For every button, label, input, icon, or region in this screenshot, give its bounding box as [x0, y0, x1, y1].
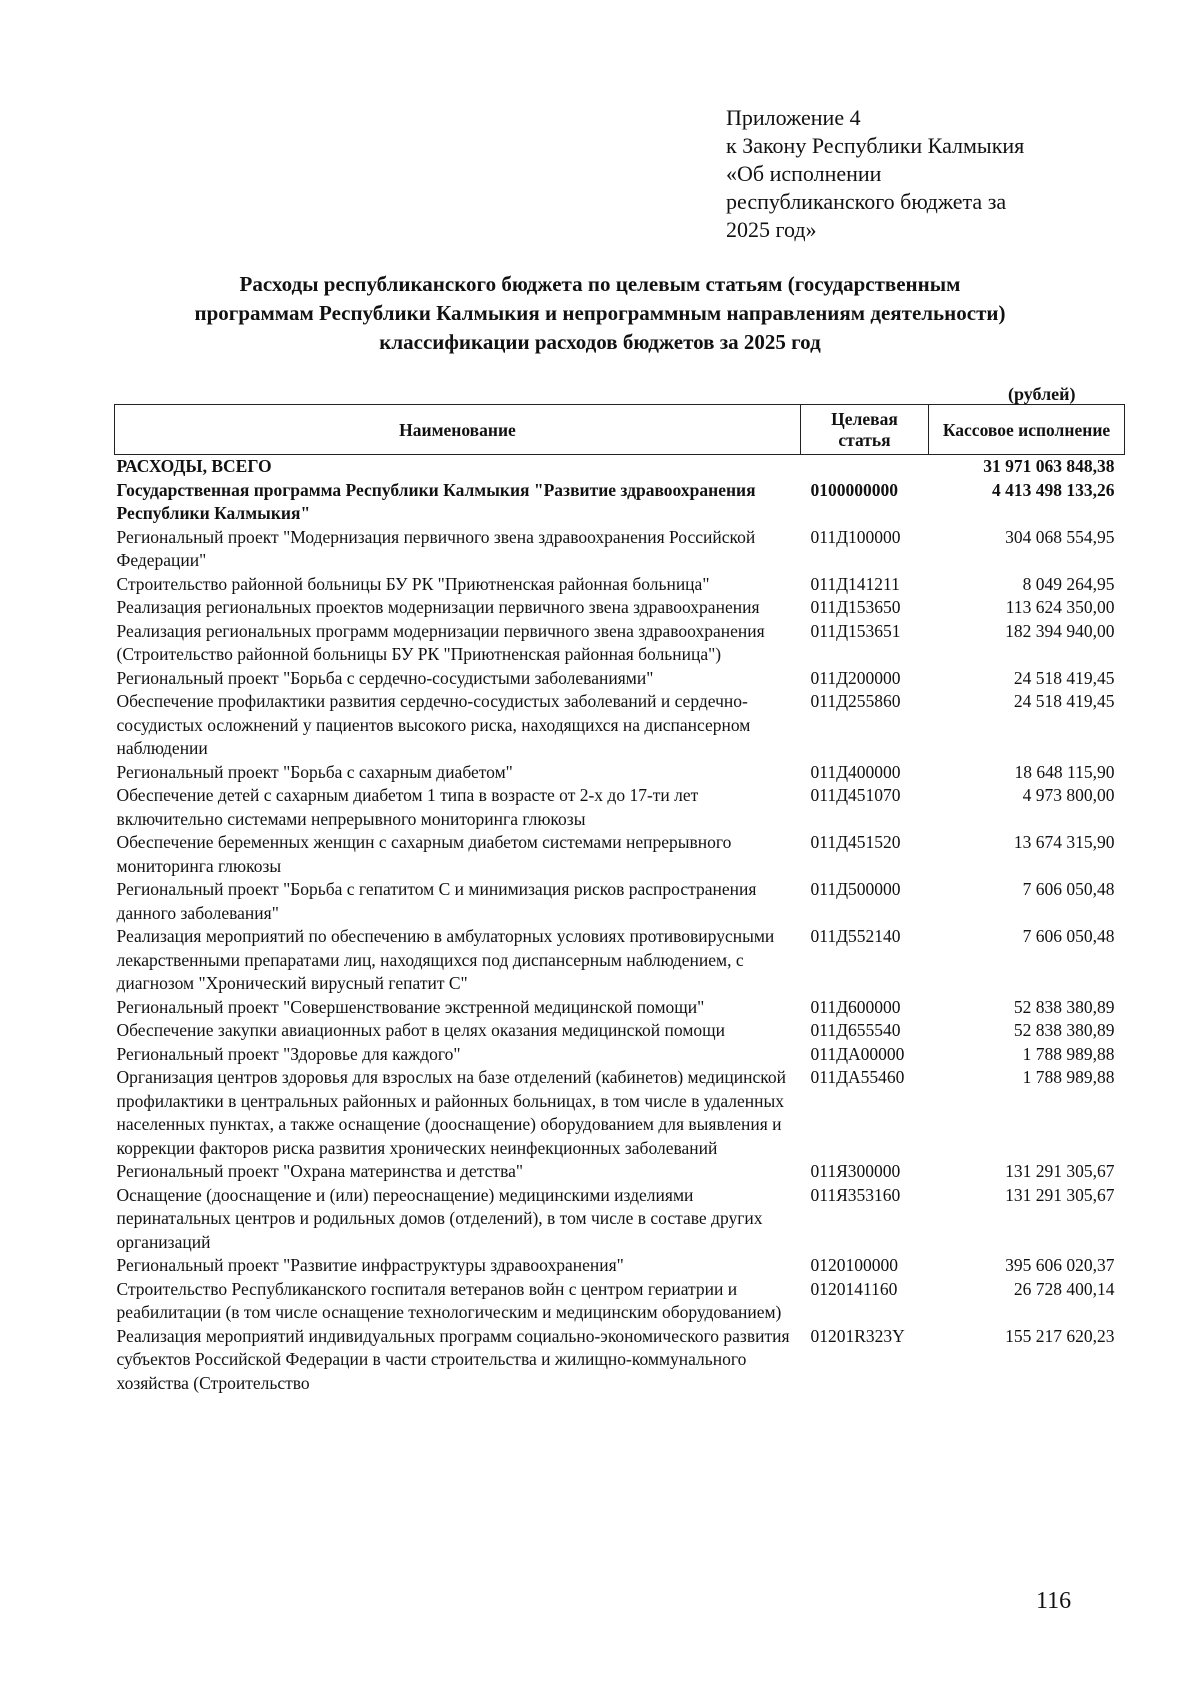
- expenditure-table-wrap: [114, 404, 1124, 1395]
- title-line: Расходы республиканского бюджета по целевым статьям (государственным: [239, 272, 961, 296]
- row-amount-cell: 7 606 050,48: [1022, 926, 1115, 946]
- row-name-cell: Государственная программа Республики Калмыкия "Развитие здравоохранения Республики Калмыкия": [116, 479, 756, 523]
- table-row: [115, 761, 1125, 785]
- appendix-line: республиканского бюджета за: [726, 189, 1007, 214]
- row-amount-cell: 8 049 264,95: [1022, 573, 1115, 594]
- row-name-cell: Реализация региональных проектов модернизации первичного звена здравоохранения: [116, 597, 760, 617]
- row-amount-cell: 52 838 380,89: [1013, 996, 1115, 1017]
- title-line: программам Республики Калмыкия и непрограммным направлениям деятельности): [194, 301, 1006, 325]
- row-amount-cell: 52 838 380,89: [1013, 1020, 1115, 1040]
- row-amount-cell: 304 068 554,95: [1005, 526, 1115, 547]
- page-number: 116: [1036, 1588, 1072, 1614]
- table-row: [115, 479, 1125, 526]
- table-row: [115, 620, 1125, 667]
- row-amount-cell: 113 624 350,00: [1005, 597, 1115, 617]
- table-body: [115, 455, 1125, 1396]
- appendix-line: Приложение 4: [726, 105, 861, 130]
- row-amount-cell: 4 413 498 133,26: [992, 479, 1115, 500]
- appendix-line: 2025 год»: [726, 217, 817, 242]
- table-row: [115, 1254, 1125, 1278]
- row-name-cell: РАСХОДЫ, ВСЕГО: [116, 456, 272, 476]
- row-code-cell: 011Д153651: [810, 620, 901, 641]
- row-name-cell: Строительство районной больницы БУ РК "Приютненская районная больница": [116, 573, 710, 594]
- row-name-cell: Региональный проект "Здоровье для каждого": [116, 1043, 461, 1064]
- table-row: [115, 690, 1125, 761]
- row-name-cell: Реализация мероприятий индивидуальных программ социально-экономического развития субъектов Российской Федерации в части строительства и жилищно-коммунального хозяйства (Строительство: [116, 1325, 790, 1393]
- row-code-cell: 011Д451070: [810, 785, 901, 805]
- row-amount-cell: 155 217 620,23: [1005, 1325, 1115, 1346]
- table-row: [115, 1043, 1125, 1067]
- table-row: [115, 996, 1125, 1020]
- row-amount-cell: 182 394 940,00: [1005, 620, 1115, 641]
- row-amount-cell: 131 291 305,67: [1005, 1161, 1115, 1181]
- row-amount-cell: 31 971 063 848,38: [983, 456, 1115, 476]
- table-row: [115, 573, 1125, 597]
- row-name-cell: Региональный проект "Охрана материнства и детства": [116, 1161, 524, 1181]
- row-code-cell: [801, 455, 929, 479]
- table-row: [115, 784, 1125, 831]
- row-name-cell: Обеспечение беременных женщин с сахарным диабетом системами непрерывного мониторинга глюкозы: [116, 832, 732, 876]
- units-label: (рублей): [1008, 384, 1076, 404]
- table-row: [115, 831, 1125, 878]
- table-row: [115, 1160, 1125, 1184]
- row-code-cell: 011Я353160: [810, 1184, 901, 1205]
- row-code-cell: 0120141160: [810, 1278, 898, 1299]
- row-name-cell: Реализация региональных программ модернизации первичного звена здравоохранения (Строительство районной больницы БУ РК "Приютненская районная больница"): [116, 620, 765, 664]
- expenditure-table: [114, 404, 1125, 1395]
- row-name-cell: Оснащение (дооснащение и (или) переоснащение) медицинскими изделиями перинатальных центров и родильных домов (отделений), в том числе в составе других организаций: [116, 1184, 763, 1252]
- row-code-cell: 0120100000: [810, 1255, 898, 1275]
- row-code-cell: 011Д255860: [810, 691, 901, 711]
- table-row: [115, 667, 1125, 691]
- table-row: [115, 596, 1125, 620]
- table-row: [115, 455, 1125, 479]
- row-amount-cell: 4 973 800,00: [1022, 785, 1115, 805]
- table-row: [115, 1325, 1125, 1396]
- row-amount-cell: 395 606 020,37: [1005, 1255, 1115, 1275]
- row-amount-cell: 24 518 419,45: [1013, 691, 1115, 711]
- row-amount-cell: 1 788 989,88: [1022, 1043, 1115, 1064]
- row-code-cell: 011Д200000: [810, 667, 901, 688]
- row-amount-cell: 1 788 989,88: [1022, 1067, 1115, 1087]
- header-name: Наименование: [115, 405, 801, 455]
- row-name-cell: Региональный проект "Совершенствование экстренной медицинской помощи": [116, 996, 705, 1017]
- row-code-cell: 011Д100000: [810, 526, 901, 547]
- row-amount-cell: 18 648 115,90: [1014, 761, 1115, 782]
- document-title: [100, 270, 1100, 357]
- row-name-cell: Организация центров здоровья для взрослых на базе отделений (кабинетов) медицинской профилактики в центральных районных и районных больницах, в том числе в удаленных населенных пунктах, а также оснащение (дооснащение) оборудованием для выявления и коррекции факторов риска развития хронических неинфекционных заболеваний: [116, 1067, 787, 1158]
- row-code-cell: 011Д552140: [810, 926, 901, 946]
- title-line: классификации расходов бюджетов за 2025 год: [379, 330, 821, 354]
- table-row: [115, 878, 1125, 925]
- row-code-cell: 011Д500000: [810, 879, 901, 899]
- row-name-cell: Региональный проект "Борьба с сахарным диабетом": [116, 761, 513, 782]
- row-code-cell: 011Д400000: [810, 761, 901, 782]
- row-name-cell: Обеспечение закупки авиационных работ в целях оказания медицинской помощи: [116, 1020, 725, 1040]
- row-code-cell: 011Д451520: [810, 832, 901, 852]
- table-row: [115, 1184, 1125, 1255]
- appendix-line: «Об исполнении: [726, 161, 882, 186]
- row-code-cell: 011ДА55460: [810, 1067, 905, 1087]
- row-code-cell: 011Я300000: [810, 1161, 901, 1181]
- row-code-cell: 011Д600000: [810, 996, 901, 1017]
- table-header: [115, 405, 1125, 455]
- row-code-cell: 01201R323Y: [810, 1325, 905, 1346]
- row-amount-cell: 13 674 315,90: [1013, 832, 1115, 852]
- table-row: [115, 1278, 1125, 1325]
- row-amount-cell: 7 606 050,48: [1022, 879, 1115, 899]
- table-row: [115, 925, 1125, 996]
- table-row: [115, 1019, 1125, 1043]
- row-code-cell: 011ДА00000: [810, 1043, 905, 1064]
- row-code-cell: 011Д655540: [810, 1020, 901, 1040]
- row-name-cell: Обеспечение детей с сахарным диабетом 1 типа в возрасте от 2-х до 17-ти лет включительно системами непрерывного мониторинга глюкозы: [116, 785, 699, 829]
- appendix-line: к Закону Республики Калмыкия: [726, 133, 1025, 158]
- row-amount-cell: 26 728 400,14: [1013, 1278, 1115, 1299]
- row-code-cell: 0100000000: [810, 479, 898, 500]
- row-amount-cell: 131 291 305,67: [1005, 1184, 1115, 1205]
- header-amount: Кассовое исполнение: [929, 405, 1125, 455]
- header-code: Целевая статья: [801, 405, 929, 455]
- row-code-cell: 011Д153650: [810, 597, 901, 617]
- row-amount-cell: 24 518 419,45: [1013, 667, 1115, 688]
- row-name-cell: Региональный проект "Борьба с гепатитом С и минимизация рисков распространения данного заболевания": [116, 879, 757, 923]
- row-name-cell: Обеспечение профилактики развития сердечно-сосудистых заболеваний и сердечно-сосудистых осложнений у пациентов высокого риска, находящихся на диспансерном наблюдении: [116, 691, 751, 758]
- table-row: [115, 1066, 1125, 1160]
- row-name-cell: Региональный проект "Развитие инфраструктуры здравоохранения": [116, 1255, 624, 1275]
- row-name-cell: Строительство Республиканского госпиталя ветеранов войн с центром гериатрии и реабилитации (в том числе оснащение технологическим и медицинским оборудованием): [116, 1278, 782, 1322]
- row-name-cell: Региональный проект "Модернизация первичного звена здравоохранения Российской Федерации": [116, 526, 756, 570]
- row-name-cell: Реализация мероприятий по обеспечению в амбулаторных условиях противовирусными лекарственными препаратами лиц, находящихся под диспансерным наблюдением, с диагнозом "Хронический вирусный гепатит С": [116, 926, 775, 993]
- row-code-cell: 011Д141211: [810, 573, 900, 594]
- row-name-cell: Региональный проект "Борьба с сердечно-сосудистыми заболеваниями": [116, 667, 654, 688]
- table-row: [115, 526, 1125, 573]
- appendix-note: [726, 104, 1106, 244]
